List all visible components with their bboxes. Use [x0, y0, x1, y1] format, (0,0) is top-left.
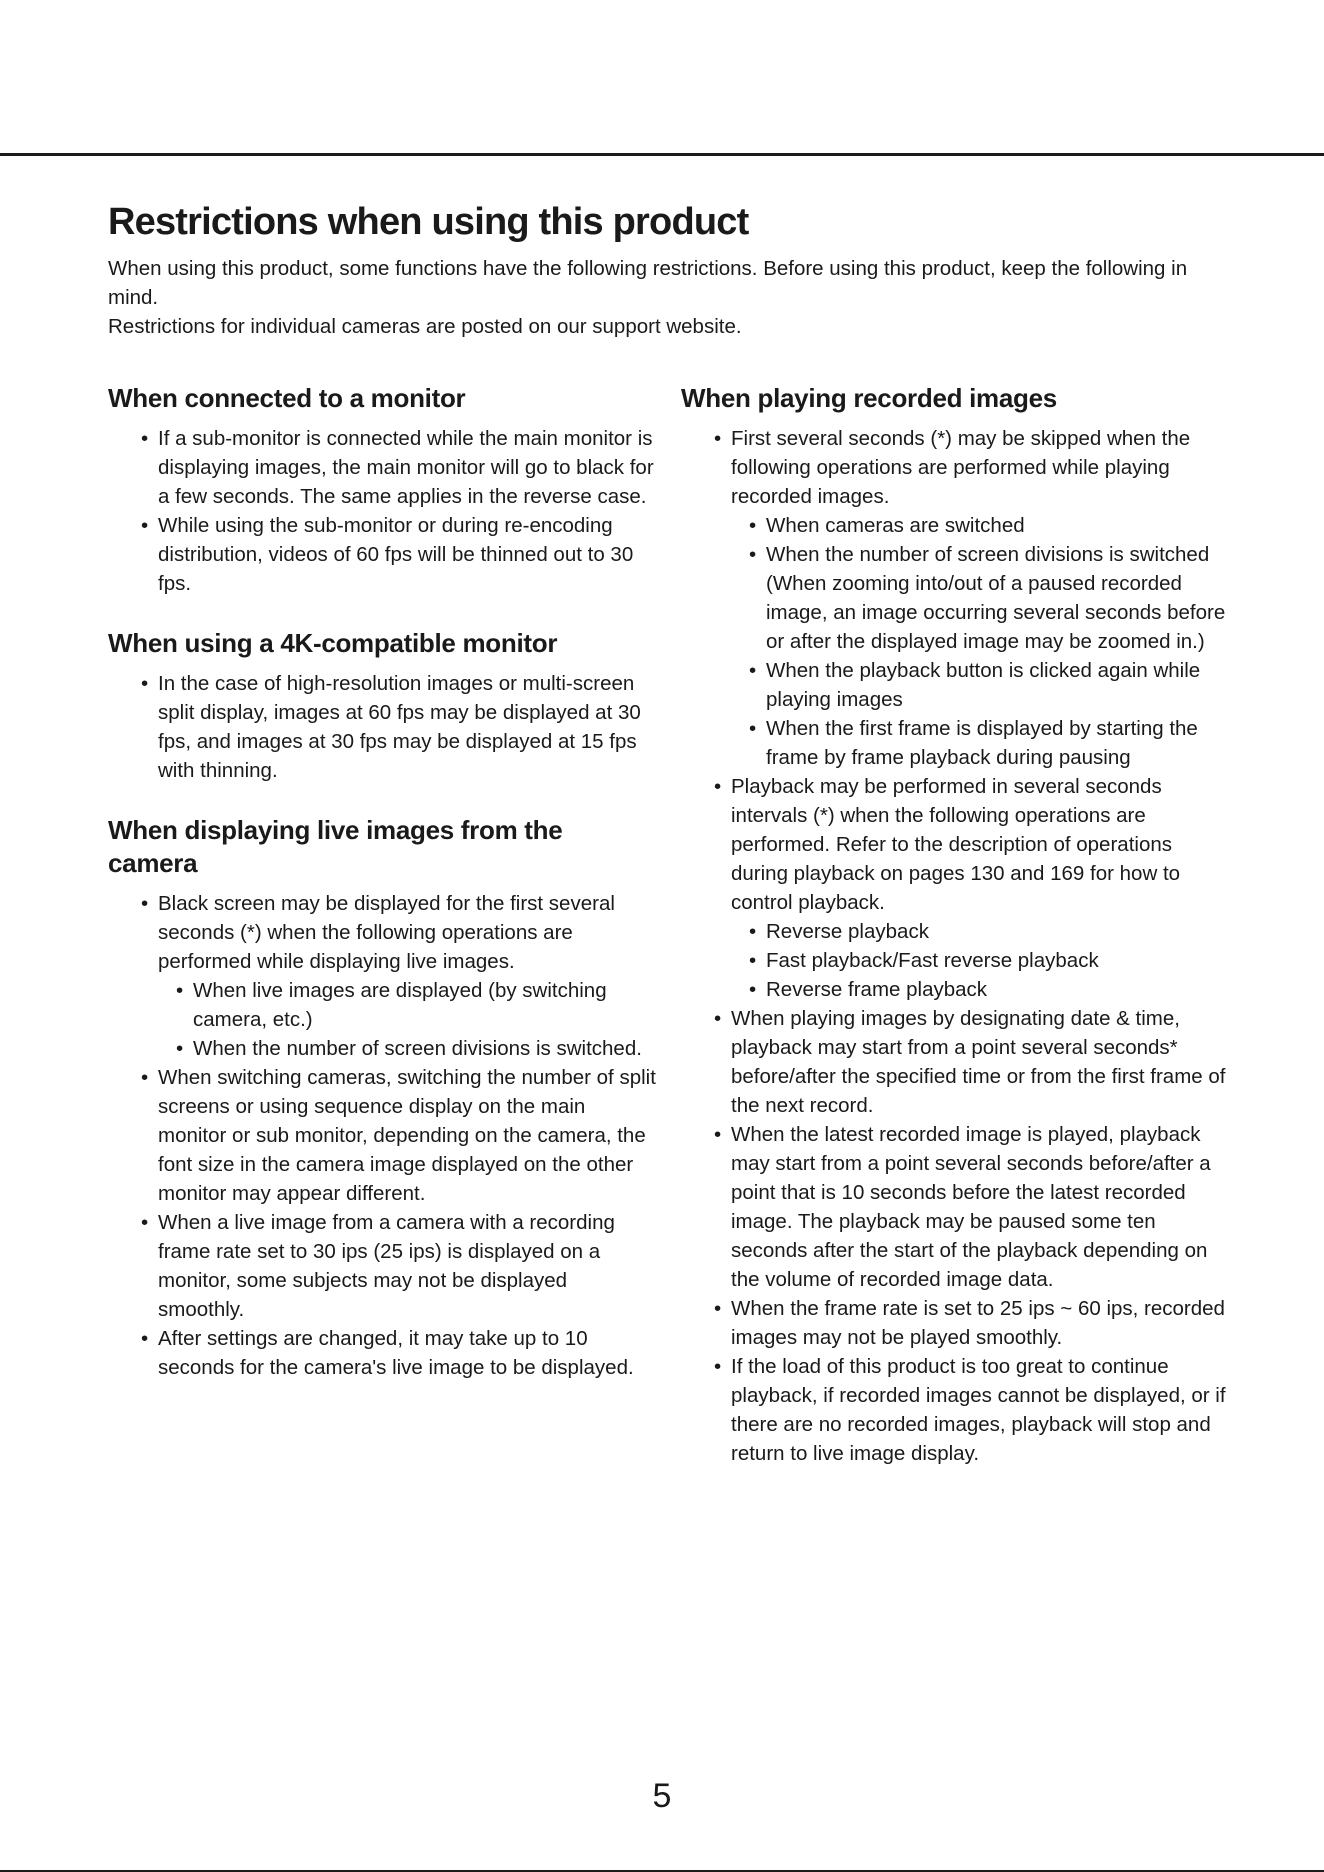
- list-item: [714, 772, 1229, 1004]
- sub-list-item: • Reverse playback: [749, 917, 1229, 946]
- intro-paragraph: When using this product, some functions have the following restrictions. Before using this product, keep the following in mind.: [108, 257, 1188, 309]
- sub-list-item: • When the number of screen divisions is switched (When zooming into/out of a paused recorded image, an image occurring several seconds before or after the displayed image may be zoomed in.): [749, 540, 1229, 656]
- list-item: • When playing images by designating date & time, playback may start from a point several seconds* before/after the specified time or from the first frame of the next record.: [714, 1004, 1229, 1120]
- list-item: • When switching cameras, switching the number of split screens or using sequence display on the main monitor or sub monitor, depending on the camera, the font size in the camera image displayed on the other monitor may appear different.: [141, 1063, 656, 1208]
- sub-bullet-list: [731, 511, 1229, 772]
- list-item: [714, 424, 1229, 772]
- list-item: • When the frame rate is set to 25 ips ~ 60 ips, recorded images may not be played smoothly.: [714, 1294, 1229, 1352]
- section-live-images: [108, 814, 656, 1382]
- list-item: • After settings are changed, it may take up to 10 seconds for the camera's live image to be displayed.: [141, 1324, 656, 1382]
- right-column: [681, 382, 1229, 1497]
- sub-list-item: • When cameras are switched: [749, 511, 1229, 540]
- section-playback: [681, 382, 1229, 1468]
- page-title: Restrictions when using this product: [108, 201, 749, 243]
- list-item: • If a sub-monitor is connected while the main monitor is displaying images, the main monitor will go to black for a few seconds. The same applies in the reverse case.: [141, 424, 656, 511]
- sub-bullet-list: [731, 917, 1229, 1004]
- page-number: 5: [652, 1777, 672, 1815]
- list-item: [141, 889, 656, 1063]
- section-heading: When connected to a monitor: [108, 383, 466, 413]
- sub-list-item: • When the playback button is clicked again while playing images: [749, 656, 1229, 714]
- list-item: • In the case of high-resolution images or multi-screen split display, images at 60 fps may be displayed at 30 fps, and images at 30 fps may be displayed at 15 fps with thinning.: [141, 669, 656, 785]
- sub-list-item: • Fast playback/Fast reverse playback: [749, 946, 1229, 975]
- sub-bullet-list: [158, 976, 656, 1063]
- bullet-list: [681, 424, 1229, 1468]
- section-heading: When playing recorded images: [681, 383, 1057, 413]
- list-item: • If the load of this product is too great to continue playback, if recorded images cannot be displayed, or if there are no recorded images, playback will stop and return to live image display.: [714, 1352, 1229, 1468]
- bullet-list: [108, 424, 656, 598]
- left-column: [108, 382, 656, 1411]
- list-item-text: Black screen may be displayed for the first several seconds (*) when the following operations are performed while displaying live images.: [158, 892, 615, 973]
- list-item: • When the latest recorded image is played, playback may start from a point several seconds before/after a point that is 10 seconds before the latest recorded image. The playback may be paused some ten seconds after the start of the playback depending on the volume of recorded image data.: [714, 1120, 1229, 1294]
- list-item-text: First several seconds (*) may be skipped when the following operations are performed while playing recorded images.: [731, 427, 1191, 508]
- header-rule: [0, 153, 1324, 156]
- intro-paragraph: Restrictions for individual cameras are posted on our support website.: [108, 315, 742, 338]
- intro-text: [108, 254, 1228, 341]
- section-heading: When displaying live images from the camera: [108, 815, 563, 878]
- sub-list-item: • When the number of screen divisions is switched.: [176, 1034, 656, 1063]
- bullet-list: [108, 889, 656, 1382]
- sub-list-item: • Reverse frame playback: [749, 975, 1229, 1004]
- section-heading: When using a 4K-compatible monitor: [108, 628, 558, 658]
- sub-list-item: • When live images are displayed (by switching camera, etc.): [176, 976, 656, 1034]
- list-item: • When a live image from a camera with a recording frame rate set to 30 ips (25 ips) is displayed on a monitor, some subjects may not be displayed smoothly.: [141, 1208, 656, 1324]
- list-item-text: Playback may be performed in several seconds intervals (*) when the following operations are performed. Refer to the description of operations during playback on pages 130 and 169 for how to control playback.: [731, 775, 1181, 914]
- section-monitor: [108, 382, 656, 598]
- list-item: • While using the sub-monitor or during re-encoding distribution, videos of 60 fps will be thinned out to 30 fps.: [141, 511, 656, 598]
- section-4k-monitor: [108, 627, 656, 785]
- bullet-list: [108, 669, 656, 785]
- sub-list-item: • When the first frame is displayed by starting the frame by frame playback during pausing: [749, 714, 1229, 772]
